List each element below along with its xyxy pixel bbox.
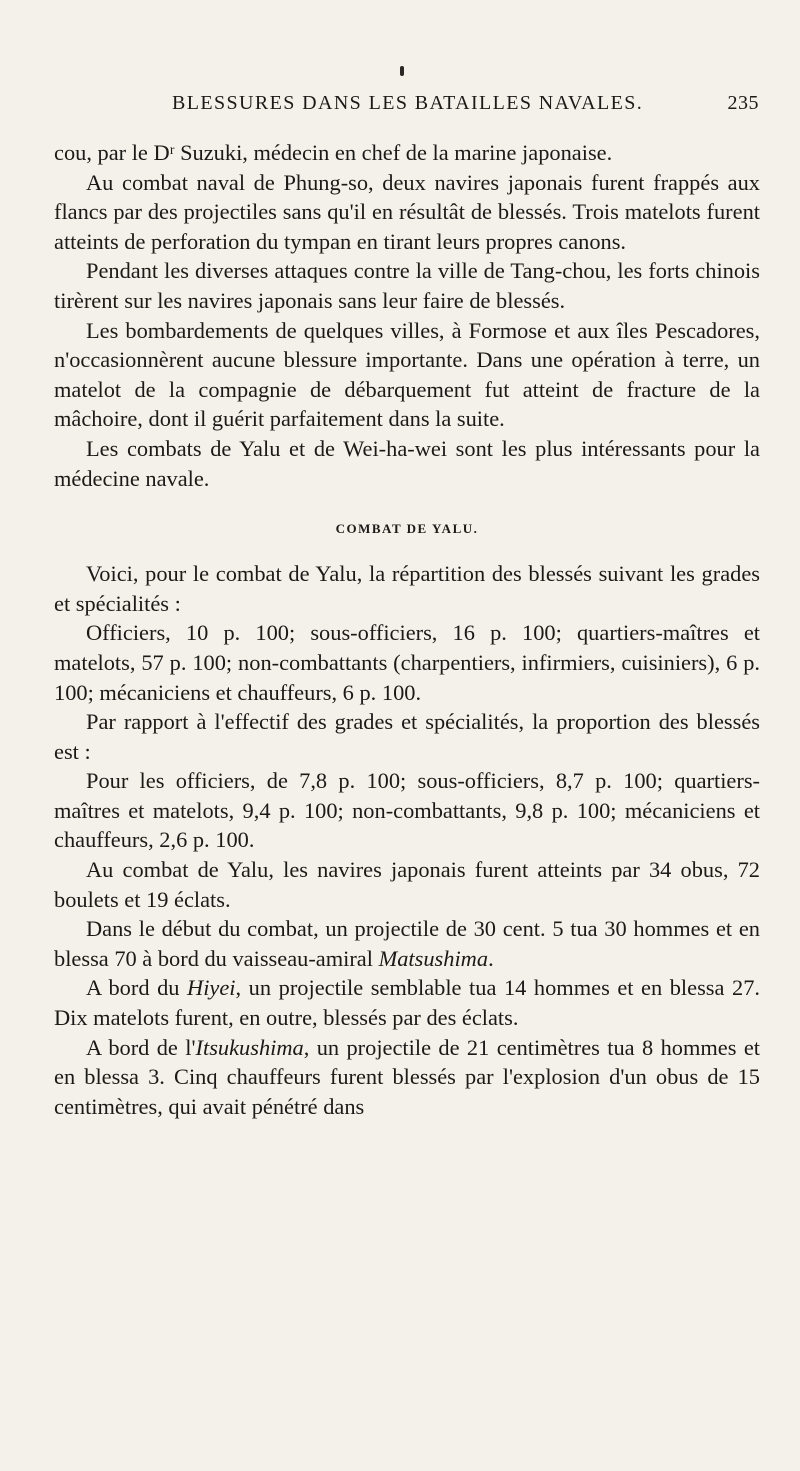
page-number: 235 [727,92,759,114]
paragraph-3: Pendant les diverses attaques contre la ville de Tang-chou, les forts chinois tirèrent sur les navires japonais sans leur faire de blessés. [54,258,760,313]
paragraph-12-start: A bord du [86,975,188,1001]
paragraph-9: Pour les officiers, de 7,8 p. 100; sous-officiers, 8,7 p. 100; quartiers-maîtres et matelots, 9,4 p. 100; non-combattants, 9,8 p. 100; mécaniciens et chauffeurs, 2,6 p. 100. [54,768,760,853]
paragraph-13-start: A bord de l' [86,1034,196,1060]
ship-name-matsushima: Matsushima [378,945,489,971]
paragraph-5: Les combats de Yalu et de Wei-ha-wei sont les plus intéressants pour la médecine navale. [54,435,760,491]
paragraph-1: cou, par le Dʳ Suzuki, médecin en chef de la marine japonaise. [54,140,613,165]
paragraph-11 [54,914,760,973]
paragraph-11-text: Dans le début du combat, un projectile de 30 cent. 5 tua 30 hommes et en blessa 70 à bord du vaisseau-amiral [54,916,760,971]
running-header [172,92,772,122]
running-title: BLESSURES DANS LES BATAILLES NAVALES. [172,92,644,114]
paragraph-13-text: , un projectile de 21 centimètres tua 8 hommes et en blessa 3. Cinq chauffeurs furent blessés par l'explosion d'un obus de 15 centimètres, qui avait pénétré dans [54,1034,760,1119]
paragraph-4: Les bombardements de quelques villes, à Formose et aux îles Pescadores, n'occasionnèrent aucune blessure importante. Dans une opération à terre, un matelot de la compagnie de débarquement fut atteint de fracture de la mâchoire, dont il guérit parfaitement dans la suite. [54,317,760,432]
paragraph-8: Par rapport à l'effectif des grades et spécialités, la proportion des blessés est : [54,709,760,764]
paragraph-2: Au combat naval de Phung-so, deux navires japonais furent frappés aux flancs par des projectiles sans qu'il en résultât de blessés. Trois matelots furent atteints de perforation du tympan en tirant leurs propres canons. [54,169,760,254]
ship-name-hiyei: Hiyei [187,975,236,1001]
paragraph-12-text: , un projectile semblable tua 14 hommes et en blessa 27. Dix matelots furent, en outre, blessés par des éclats. [54,975,760,1031]
paragraph-13 [54,1033,760,1122]
page-mark [400,66,404,76]
paragraph-10: Au combat de Yalu, les navires japonais furent atteints par 34 obus, 72 boulets et 19 éclats. [54,857,760,912]
paragraph-6: Voici, pour le combat de Yalu, la répartition des blessés suivant les grades et spécialités : [54,561,760,616]
section-heading: COMBAT DE YALU. [335,521,479,537]
paragraph-11-end: . [488,945,494,971]
paragraph-7: Officiers, 10 p. 100; sous-officiers, 16 p. 100; quartiers-maîtres et matelots, 57 p. 100; non-combattants (charpentiers, infirmiers, cuisiniers), 6 p. 100; mécaniciens et chauffeurs, 6 p. 100. [54,620,760,705]
body-text [54,138,760,1121]
ship-name-itsukushima: Itsukushima [195,1034,304,1060]
paragraph-12 [54,973,760,1032]
